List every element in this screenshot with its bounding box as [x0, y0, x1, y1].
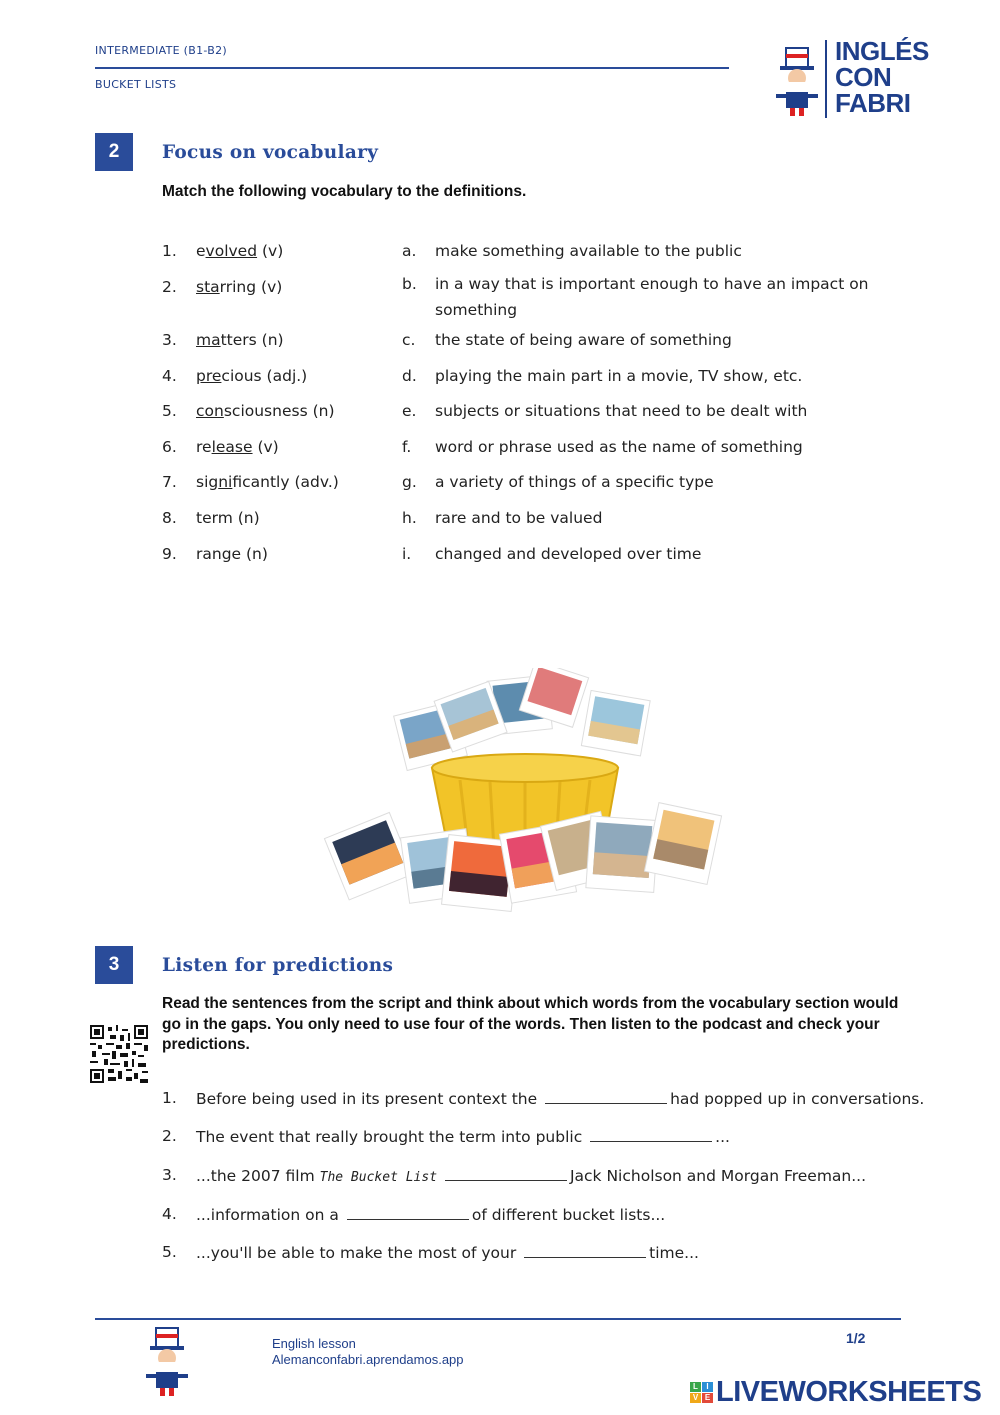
section-3-number: 3 [95, 946, 133, 984]
section-2-number: 2 [95, 133, 133, 171]
uncle-sam-icon [138, 1326, 198, 1398]
topic-label: BUCKET LISTS [95, 78, 177, 91]
section-2-title: Focus on vocabulary [162, 142, 379, 163]
answer-gap-5[interactable] [524, 1243, 646, 1258]
vocab-word: evolved (v) [196, 242, 284, 260]
answer-gap-2[interactable] [590, 1127, 712, 1142]
level-label: INTERMEDIATE (B1-B2) [95, 44, 228, 57]
gap-fill-sentences: 1. Before being used in its present context the had popped up in conversations. 2. The event that really brought the term into public ... 3. ...the 2007 film The Bucket List Jack Nicholson and Morgan Freeman... 4. ...information on a of different bucket lists... 5. ...you'll be able to make the most of your time... [162, 1089, 925, 1262]
film-title: The Bucket List [319, 1170, 438, 1185]
vocab-word: starring (v) [196, 278, 283, 296]
section-3-instruction: Read the sentences from the script and think about which words from the vocabulary section would go in the gaps. You only need to use four of the words. Then listen to the podcast and check your predictions. [162, 995, 899, 1053]
section-2-instruction: Match the following vocabulary to the definitions. [162, 183, 527, 200]
definition: make something available to the public [435, 242, 742, 260]
definition: the state of being aware of something [435, 331, 732, 349]
section-3-title: Listen for predictions [162, 955, 394, 976]
vocab-word: significantly (adv.) [196, 473, 339, 491]
logo-line-3: FABRI [835, 88, 911, 118]
definition: in a way that is important enough to have an impact on something [435, 275, 869, 319]
liveworksheets-logo[interactable] [690, 1376, 981, 1408]
logo-line-2: CON [835, 62, 892, 92]
footer-rule [95, 1318, 901, 1320]
live-badge-icon: L I V E [690, 1382, 713, 1403]
definition: rare and to be valued [435, 509, 603, 527]
vocab-word: precious (adj.) [196, 367, 308, 385]
footer-site-link[interactable]: Alemanconfabri.aprendamos.app [272, 1352, 464, 1367]
vocab-word: release (v) [196, 438, 279, 456]
definition: playing the main part in a movie, TV show, etc. [435, 367, 803, 385]
definition: subjects or situations that need to be dealt with [435, 402, 808, 420]
answer-gap-3[interactable] [445, 1166, 567, 1181]
definition: a variety of things of a specific type [435, 473, 714, 491]
vocab-word: term (n) [196, 509, 260, 527]
page-number: 1/2 [846, 1330, 866, 1346]
vocab-match-list: 1. evolved (v) a. make something available to the public 2. starring (v) b. in a way that is important enough to have an impact on something 3. matters (n) c. the state of being aware of something 4. precious (adj.) d. playing the main part in a movie, TV show, etc. 5. consciousness (n) e. subjects or situations that need to be dealt with 6. release (v) f. word or phrase used as the name of something 7. significantly (adv.) g. a variety of things of a specific type 8. term (n) h. rare and to be valued 9. range (n) i. changed and developed over time [162, 0, 922, 600]
answer-gap-4[interactable] [347, 1205, 469, 1220]
vocab-word: matters (n) [196, 331, 284, 349]
definition: word or phrase used as the name of something [435, 438, 803, 456]
vocab-word: range (n) [196, 545, 268, 563]
liveworksheets-wordmark: LIVEWORKSHEETS [716, 1375, 982, 1408]
logo-line-1: INGLÉS [835, 36, 929, 66]
definition: changed and developed over time [435, 545, 702, 563]
vocab-word: consciousness (n) [196, 402, 335, 420]
answer-gap-1[interactable] [545, 1089, 667, 1104]
qr-code-icon[interactable] [90, 1025, 148, 1083]
footer-lesson-label: English lesson [272, 1336, 356, 1351]
